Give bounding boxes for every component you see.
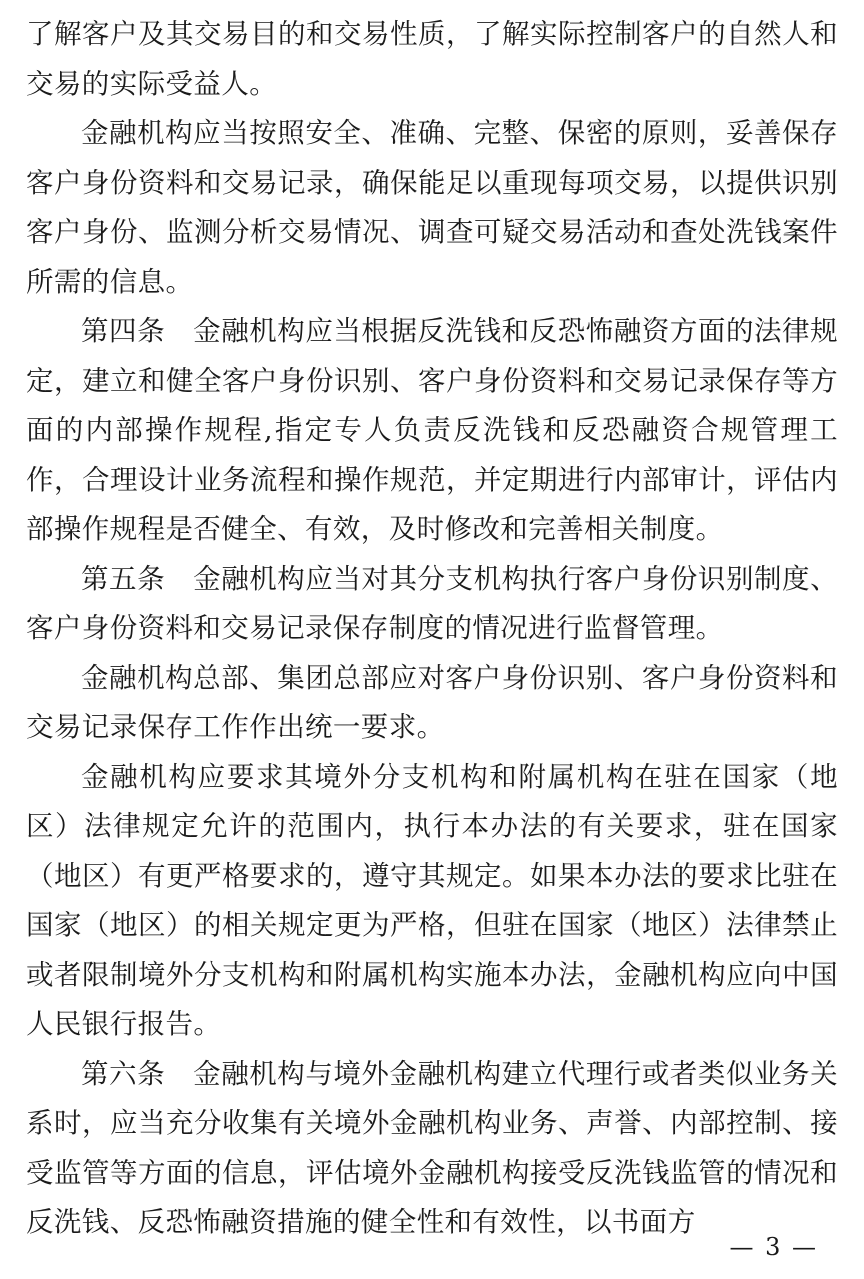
paragraph-record-keeping: 金融机构应当按照安全、准确、完整、保密的原则，妥善保存客户身份资料和交易记录，确保能足以重现每项交易，以提供识别客户身份、监测分析交易情况、调查可疑交易活动和查处洗钱案件所需的信息。 [26,117,838,298]
page-number: — 3 — [729,1233,818,1261]
paragraph-article-4: 第四条 金融机构应当根据反洗钱和反恐怖融资方面的法律规定，建立和健全客户身份识别、客户身份资料和交易记录保存等方面的内部操作规程,指定专人负责反洗钱和反恐融资合规管理工作，合理设计业务流程和操作规范，并定期进行内部审计，评估内部操作规程是否健全、有效，及时修改和完善相关制度。 [26,315,838,545]
document-body [26,10,838,1248]
paragraph-overseas-branches: 金融机构应要求其境外分支机构和附属机构在驻在国家（地区）法律规定允许的范围内，执行本办法的有关要求，驻在国家（地区）有更严格要求的，遵守其规定。如果本办法的要求比驻在国家（地区）的相关规定更为严格，但驻在国家（地区）法律禁止或者限制境外分支机构和附属机构实施本办法，金融机构应向中国人民银行报告。 [26,760,838,1040]
paragraph-article-5: 第五条 金融机构应当对其分支机构执行客户身份识别制度、客户身份资料和交易记录保存制度的情况进行监督管理。 [26,562,838,644]
paragraph-headquarters: 金融机构总部、集团总部应对客户身份识别、客户身份资料和交易记录保存工作作出统一要求。 [26,661,838,743]
paragraph-article-6: 第六条 金融机构与境外金融机构建立代理行或者类似业务关系时，应当充分收集有关境外金融机构业务、声誉、内部控制、接受监管等方面的信息，评估境外金融机构接受反洗钱监管的情况和反洗钱、反恐怖融资措施的健全性和有效性，以书面方 [26,1057,838,1238]
paragraph-continuation: 了解客户及其交易目的和交易性质，了解实际控制客户的自然人和交易的实际受益人。 [26,18,838,100]
